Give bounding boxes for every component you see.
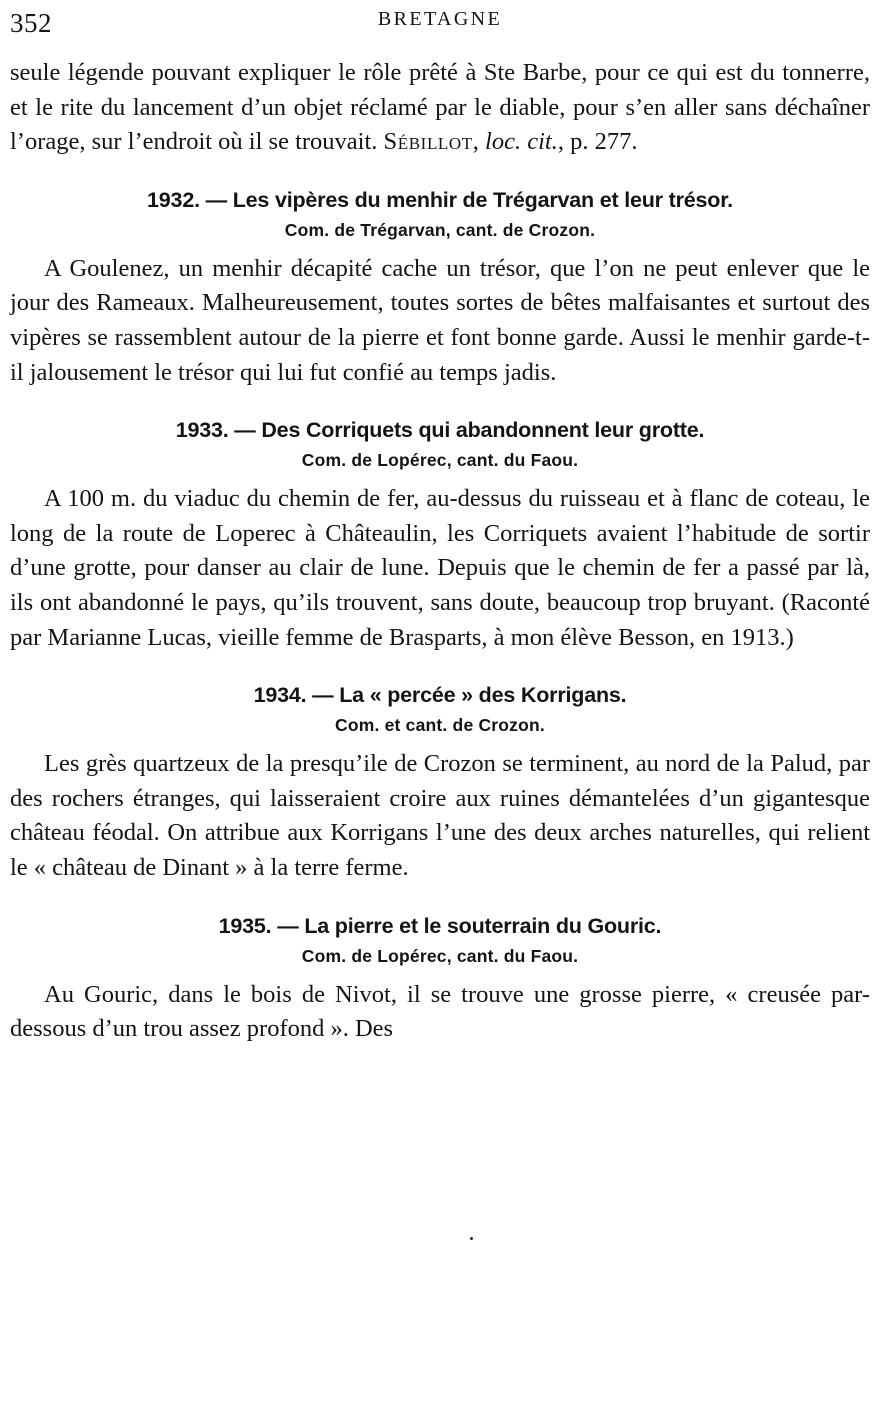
tale-entry [10,912,870,1047]
tale-subtitle: Com. de Lopérec, cant. du Faou. [301,450,579,471]
running-head [10,8,870,42]
tale-number: 1933. [175,418,229,443]
source-author: Sébillot [383,128,473,156]
tale-dash: — [271,913,305,938]
tale-number: 1932. [147,187,200,212]
source-separator: , [472,128,486,156]
tale-title-text: La pierre et le souterrain du Gouric. [304,913,662,938]
tale-dash: — [228,418,262,443]
source-page: , p. 277. [557,128,638,156]
tale-subtitle: Com. et cant. de Crozon. [335,715,545,736]
tale-subtitle: Com. de Lopérec, cant. du Faou. [301,945,579,966]
tale-number: 1935. [218,913,272,938]
tale-heading [10,912,870,940]
ink-speck [470,1237,473,1240]
tale-title-text: Les vipères du menhir de Trégarvan et leur trésor. [232,187,733,212]
tale-entry [10,681,870,885]
tale-entry [10,416,870,655]
tale-heading [10,186,870,214]
tale-dash: — [199,187,233,212]
page-number: 352 [10,8,52,38]
tale-heading [10,681,870,709]
tale-body: A Goulenez, un menhir décapité cache un trésor, que l’on ne peut enlever que le jour des Rameaux. Malheureusement, toutes sortes de bêtes malfaisantes et surtout des vipères se rassemblent autour de la pierre et font bonne garde. Aussi le menhir garde-t-il jalousement le trésor qui lui fut confié au temps jadis. [10,254,870,386]
opening-paragraph [10,56,870,160]
source-reference: loc. cit. [485,128,558,156]
tale-entry [10,186,870,390]
tale-number: 1934. [253,683,307,708]
tale-body: Au Gouric, dans le bois de Nivot, il se trouve une grosse pierre, « creusée par-dessous d’un trou assez profond ». Des [10,980,870,1043]
tale-dash: — [306,683,340,708]
tale-heading [10,416,870,444]
running-title: BRETAGNE [377,8,503,30]
opening-paragraph-text: seule légende pouvant expliquer le rôle prêté à Ste Barbe, pour ce qui est du tonnerre, et le rite du lancement d’un objet réclamé par le diable, pour s’en aller sans déchaîner l’orage, sur l’endroit où il se trouvait. [10,59,870,156]
tale-title-text: Des Corriquets qui abandonnent leur grotte. [261,418,705,443]
tale-title-text: La « percée » des Korrigans. [339,683,627,708]
tale-body: A 100 m. du viaduc du chemin de fer, au-dessus du ruisseau et à flanc de coteau, le long de la route de Loperec à Châteaulin, les Corriquets avaient l’habitude de sortir d’une grotte, pour danser au clair de lune. Depuis que le chemin de fer a passé par là, ils ont abandonné le pays, qu’ils trouvent, sans doute, beaucoup trop bruyant. (Raconté par Marianne Lucas, vieille femme de Brasparts, à mon élève Besson, en 1913.) [10,485,870,651]
tale-body: Les grès quartzeux de la presqu’ile de Crozon se terminent, au nord de la Palud, par des rochers étranges, qui laisseraient croire aux ruines démantelées d’un gigantesque château féodal. On attribue aux Korrigans l’une des deux arches naturelles, qui relient le « château de Dinant » à la terre ferme. [10,750,870,881]
tale-subtitle: Com. de Trégarvan, cant. de Crozon. [284,219,596,240]
